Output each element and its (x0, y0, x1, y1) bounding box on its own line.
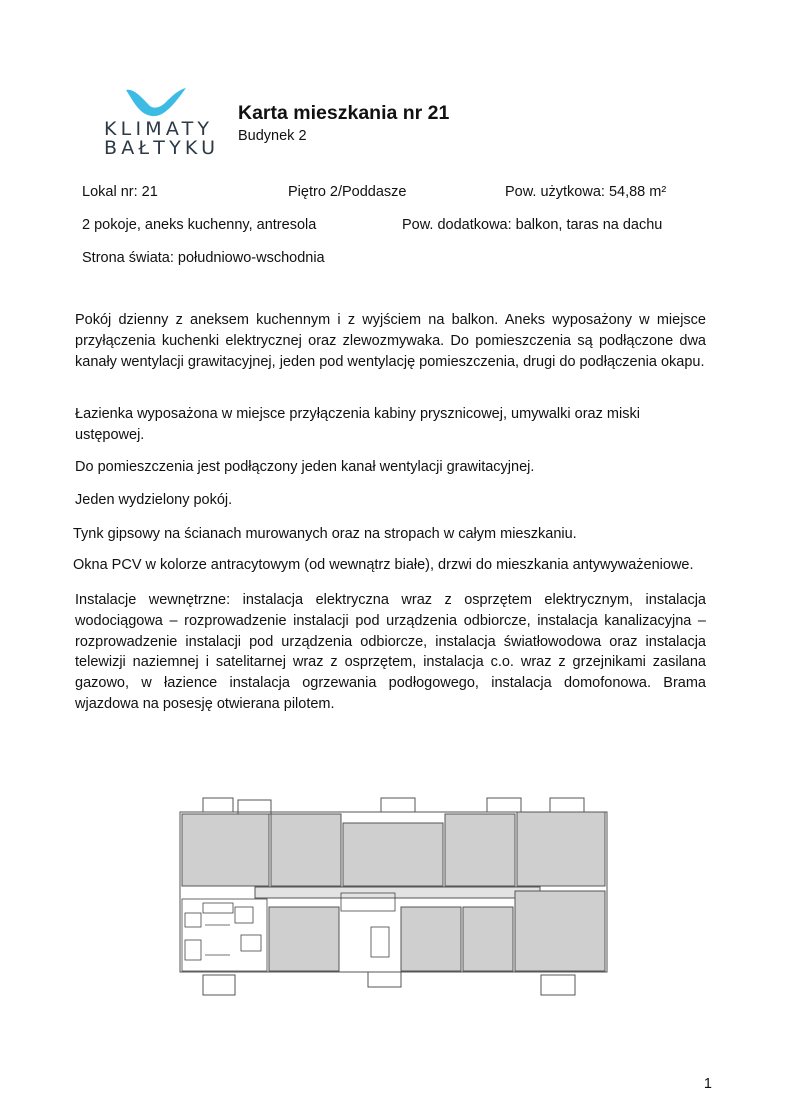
orientation-info: Strona świata: południowo-wschodnia (82, 250, 325, 266)
wave-icon (126, 88, 186, 116)
room-info: 2 pokoje, aneks kuchenny, antresola (82, 217, 317, 233)
description-paragraph: Jeden wydzielony pokój. (75, 492, 233, 508)
building-label: Budynek 2 (238, 128, 307, 144)
description-paragraph: Do pomieszczenia jest podłączony jeden kanał wentylacji grawitacyjnej. (75, 459, 535, 475)
description-paragraph: Tynk gipsowy na ścianach murowanych oraz na stropach w całym mieszkaniu. (73, 526, 577, 542)
description-paragraph: Pokój dzienny z aneksem kuchennym i z wyjściem na balkon. Aneks wyposażony w miejsce przyłączenia kuchenki elektrycznej oraz zlewozmywaka. Do pomieszczenia są podłączone dwa kanały wentylacji grawitacyjnej, jeden pod wentylację pomieszczenia, drugi do podłączenia okapu. (75, 312, 706, 370)
room-tile (182, 814, 269, 886)
brand-line2: BAŁTYKU (104, 137, 220, 159)
floor-plan (175, 795, 615, 1000)
description-paragraph: Łazienka wyposażona w miejsce przyłączenia kabiny prysznicowej, umywalki oraz miski ustępowej. (75, 406, 640, 443)
room-tile (517, 812, 605, 886)
page-title: Karta mieszkania nr 21 (238, 102, 450, 124)
brand-line1: KLIMATY (104, 118, 214, 140)
description-paragraph: Instalacje wewnętrzne: instalacja elektryczna wraz z osprzętem elektrycznym, instalacja wodociągowa – rozprowadzenie instalacji pod urządzenia odbiorcze, instalacja kanalizacyjna – rozprowadzenie instalacji pod urządzenia odbiorcze, instalacja światłowodowa oraz instalacja telewizji naziemnej i satelitarnej wraz z osprzętem, instalacja c.o. wraz z grzejnikami zasilana gazowo, w łazience instalacja ogrzewania podłogowego, instalacja domofonowa. Brama wjazdowa na posesję otwierana pilotem. (75, 592, 706, 712)
room-tile (445, 814, 515, 886)
room-tile (401, 907, 461, 971)
page-number: 1 (703, 1076, 712, 1092)
room-tile (269, 907, 339, 971)
room-tile (515, 891, 605, 971)
unit-number: Lokal nr: 21 (82, 184, 158, 200)
corridor (255, 887, 540, 898)
description-paragraph: Okna PCV w kolorze antracytowym (od wewnątrz białe), drzwi do mieszkania antywyważeniowe. (73, 557, 694, 573)
room-tile (343, 823, 443, 886)
room-tile (463, 907, 513, 971)
room-tile (271, 814, 341, 886)
usable-area: Pow. użytkowa: 54,88 m² (505, 184, 667, 200)
floor-info: Piętro 2/Poddasze (288, 184, 407, 200)
additional-area: Pow. dodatkowa: balkon, taras na dachu (402, 217, 663, 233)
